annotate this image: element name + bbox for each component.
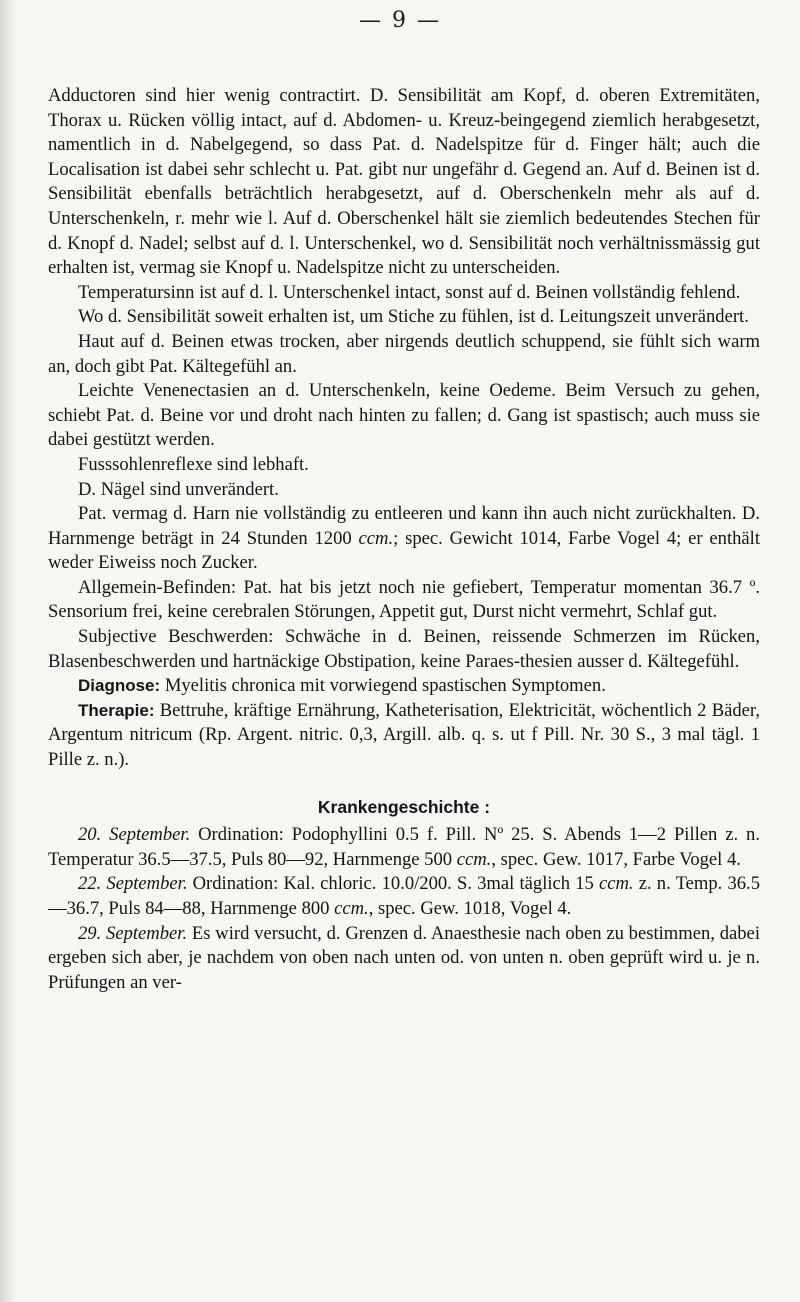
paragraph-urine (48, 502, 760, 576)
section-heading: Krankengeschichte : (317, 796, 491, 817)
page-number: — 9 — (359, 8, 441, 33)
entry-text: Ordination: Podophyllini 0.5 f. Pill. Nº 25. S. Abends 1—2 Pillen z. n. Temperatur 36.5—37.5, Puls 80—92, Harnmenge 500 (48, 824, 760, 870)
urine-text-a: Pat. vermag d. Harn nie vollständig zu entleeren und kann ihn auch nicht zurückhalten. D. Harnmenge beträgt in 24 Stunden 1200 (48, 503, 760, 549)
entry-text: Ordination: Kal. chloric. 10.0/200. S. 3mal täglich 15 (187, 873, 594, 895)
page-body (48, 84, 760, 995)
entry-sep-20 (48, 823, 760, 872)
page-spine-shadow (0, 0, 14, 1302)
paragraph-venectasia: Leichte Venenectasien an d. Unterschenkeln, keine Oedeme. Beim Versuch zu gehen, schiebt Pat. d. Beine vor und droht nach hinten zu fallen; d. Gang ist spastisch; auch muss sie dabei gestützt werden. (48, 380, 760, 451)
diagnosis-label: Diagnose: (78, 676, 161, 696)
paragraph-reflexes: Fusssohlenreflexe sind lebhaft. (78, 453, 309, 475)
entry-sep-22 (48, 872, 760, 921)
urine-text-b: ; spec. Gewicht 1014, Farbe Vogel 4; er enthält weder Eiweiss noch Zucker. (48, 527, 760, 574)
entry-date: 20. September. (78, 824, 191, 846)
paragraph-nails: D. Nägel sind unverändert. (78, 478, 279, 500)
paragraph-subjective-complaints: Subjective Beschwerden: Schwäche in d. Beinen, reissende Schmerzen im Rücken, Blasenbeschwerden und hartnäckige Obstipation, keine Paraes-thesien ausser d. Kältegefühl. (48, 626, 760, 672)
entry-text: , spec. Gew. 1018, Vogel 4. (368, 898, 572, 919)
paragraph-conduction-time: Wo d. Sensibilität soweit erhalten ist, um Stiche zu fühlen, ist d. Leitungszeit unverändert. (78, 306, 749, 328)
entry-date: 29. September. (78, 922, 188, 944)
paragraph-diagnosis (48, 674, 760, 699)
paragraph-general-condition: Allgemein-Befinden: Pat. hat bis jetzt noch nie gefiebert, Temperatur momentan 36.7 º. Sensorium frei, keine cerebralen Störungen, Appetit gut, Durst nicht vermehrt, Schlaf gut. (48, 576, 760, 623)
urine-unit: ccm. (358, 527, 394, 549)
paragraph-sensibility: Adductoren sind hier wenig contractirt. D. Sensibilität am Kopf, d. oberen Extremitäten, Thorax u. Rücken völlig intact, auf d. Abdomen- u. Kreuz-beingegend ziemlich herabgesetzt, namentlich in d. Nabelgegend, so dass Pat. d. Nadelspitze für d. Finger hält; auch die Localisation ist dabei sehr schlecht u. Pat. gibt nur ungefähr d. Gegend an. Auf d. Beinen ist d. Sensibilität ebenfalls beträchtlich herabgesetzt, auf d. Oberschenkeln mehr als auf d. Unterschenkeln, r. mehr wie l. Auf d. Oberschenkel hält sie ziemlich bedeutendes Stechen für d. Knopf d. Nadel; selbst auf d. l. Unterschenkel, wo d. Sensibilität noch verhältnissmässig gut erhalten ist, vermag sie Knopf u. Nadelspitze nicht zu unterscheiden. (48, 85, 760, 279)
entry-date: 22. September. (78, 873, 188, 895)
paragraph-skin: Haut auf d. Beinen etwas trocken, aber nirgends deutlich schuppend, sie fühlt sich warm an, doch gibt Pat. Kältegefühl an. (48, 330, 760, 377)
therapy-text: Bettruhe, kräftige Ernährung, Katheterisation, Elektricität, wöchentlich 2 Bäder, Argentum nitricum (Rp. Argent. nitric. 0,3, Argill. alb. q. s. ut f Pill. Nr. 30 S., 3 mal tägl. 1 Pille z. n.). (48, 699, 760, 771)
entry-unit: ccm. (456, 848, 492, 870)
entry-text: Es wird versucht, d. Grenzen d. Anaesthesie nach oben zu bestimmen, dabei ergeben sich aber, je nachdem von oben nach unten od. von unten n. oben geprüft wird u. je n. Prüfungen an ver- (48, 922, 760, 993)
diagnosis-text: Myelitis chronica mit vorwiegend spastischen Symptomen. (160, 675, 606, 697)
paragraph-therapy (48, 699, 760, 773)
entry-text: z. n. Temp. 36.5—36.7, Puls 84—88, Harnmenge 800 (48, 873, 760, 919)
therapy-label: Therapie: (78, 700, 155, 720)
paragraph-temperature-sense: Temperatursinn ist auf d. l. Unterschenkel intact, sonst auf d. Beinen vollständig fehlend. (78, 281, 741, 303)
entry-text: , spec. Gew. 1017, Farbe Vogel 4. (491, 848, 741, 870)
entry-sep-29 (48, 922, 760, 996)
entry-unit: ccm. (334, 898, 369, 919)
entry-unit: ccm. (599, 873, 634, 895)
